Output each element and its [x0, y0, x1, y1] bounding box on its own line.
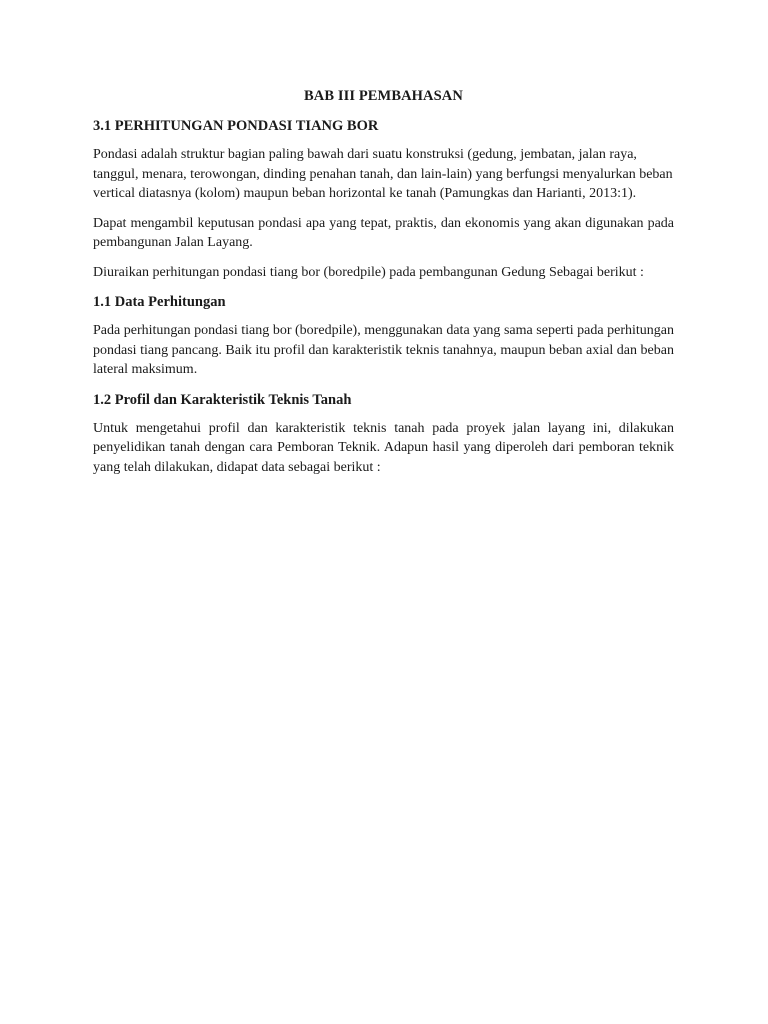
- paragraph-pondasi-definition: Pondasi adalah struktur bagian paling bawah dari suatu konstruksi (gedung, jembatan, jalan raya, tanggul, menara, terowongan, dinding penahan tanah, dan lain-lain) yang berfungsi menyalurkan beban vertical diatasnya (kolom) maupun beban horizontal ke tanah (Pamungkas dan Harianti, 2013:1).: [93, 147, 673, 201]
- paragraph-decision: Dapat mengambil keputusan pondasi apa yang tepat, praktis, dan ekonomis yang akan digunakan pada pembangunan Jalan Layang.: [93, 215, 674, 250]
- document-page: [93, 86, 674, 487]
- section-heading-1-2: 1.2 Profil dan Karakteristik Teknis Tanah: [93, 391, 352, 408]
- section-heading-1-1: 1.1 Data Perhitungan: [93, 294, 226, 310]
- paragraph-calculation-intro: Diuraikan perhitungan pondasi tiang bor (boredpile) pada pembangunan Gedung Sebagai berikut :: [93, 264, 644, 280]
- paragraph-data-perhitungan: Pada perhitungan pondasi tiang bor (boredpile), menggunakan data yang sama seperti pada perhitungan pondasi tiang pancang. Baik itu profil dan karakteristik teknis tanahnya, maupun beban axial dan beban lateral maksimum.: [93, 323, 674, 377]
- paragraph-profil-tanah: Untuk mengetahui profil dan karakteristik teknis tanah pada proyek jalan layang ini, dilakukan penyelidikan tanah dengan cara Pemboran Teknik. Adapun hasil yang diperoleh dari pemboran teknik yang telah dilakukan, didapat data sebagai berikut :: [93, 420, 674, 475]
- section-heading-3-1: 3.1 PERHITUNGAN PONDASI TIANG BOR: [93, 118, 379, 134]
- chapter-title: BAB III PEMBAHASAN: [304, 88, 463, 104]
